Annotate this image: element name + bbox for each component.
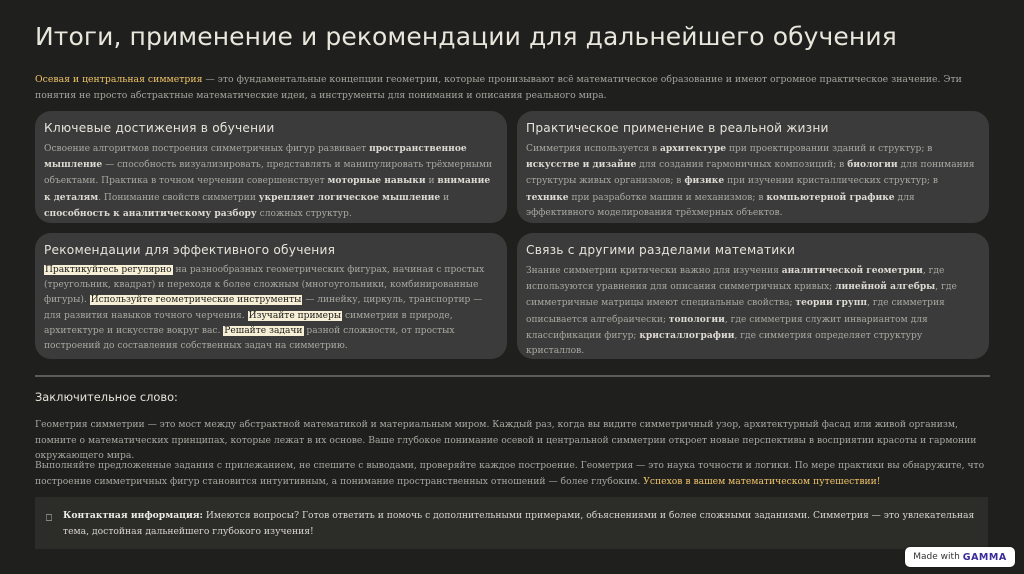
contact-label: Контактная информация: (63, 510, 203, 521)
gamma-logo: GAMMA (962, 551, 1007, 563)
card-practical (517, 111, 989, 223)
conclusion-paragraph-1: Геометрия симметрии — это мост между абстрактной математикой и материальным миром. Каждый раз, когда вы видите симметричный узор, архитектурный фасад или живой организм, помните о математических принципах, которые лежат в их основе. Ваше глубокое понимание осевой и центральной симметрии откроет новые перспективы в восприятии красоты и гармонии окружающего мира. (35, 419, 977, 462)
intro-highlight: Осевая и центральная симметрия (35, 74, 203, 85)
intro-paragraph (35, 72, 990, 103)
intro-text: — это фундаментальные концепции геометрии, которые пронизывают всё математическое образование и имеют огромное практическое значение. Эти понятия не просто абстрактные математические идеи, а инструменты для понимания и описания реального мира. (35, 74, 962, 101)
card-achievements (35, 111, 507, 223)
contact-callout (35, 497, 988, 549)
card-title: Практическое применение в реальной жизни (526, 121, 829, 135)
made-with-label: Made with (913, 552, 960, 562)
note-icon: ⎕ (46, 513, 52, 524)
card-title: Ключевые достижения в обучении (44, 121, 275, 135)
card-title: Рекомендации для эффективного обучения (44, 243, 336, 257)
card-recommendations (35, 233, 507, 359)
conclusion-highlight: Успехов в вашем математическом путешествии! (643, 475, 881, 487)
section-divider (35, 375, 990, 377)
conclusion-title: Заключительное слово: (35, 390, 178, 404)
card-connections (517, 233, 989, 359)
contact-text: Имеются вопросы? Готов ответить и помочь с дополнительными примерами, объяснениями и более сложными заданиями. Симметрия — это увлекательная тема, достойная дальнейшего глубокого изучения! (63, 510, 975, 538)
made-with-gamma-badge[interactable] (905, 547, 1015, 567)
card-title: Связь с другими разделами математики (526, 243, 796, 257)
card-text: Знание симметрии критически важно для изучения аналитической геометрии, где используются уравнения для описания симметричных кривых; линейной алгебры, где симметричные матрицы имеют специальные свойства; теории групп, где симметрия описывается алгебраически; топологии, где симметрия служит инвариантом для классификации фигур; кристаллографии, где симметрия определяет структуру кристаллов. (526, 265, 957, 357)
card-text: Практикуйтесь регулярно на разнообразных геометрических фигурах, начиная с простых (треугольник, квадрат) и переходя к более сложным (многоугольники, комбинированные фигуры). Используйте геометрические инструменты — линейку, циркуль, транспортир — для развития навыков точного черчения. Изучайте примеры симметрии в природе, архитектуре и искусстве вокруг вас. Решайте задачи разной сложности, от простых построений до составления собственных задач на симметрию. (44, 265, 485, 352)
page-title: Итоги, применение и рекомендации для дальнейшего обучения (35, 22, 897, 51)
card-text: Освоение алгоритмов построения симметричных фигур развивает пространственное мышление — способность визуализировать, представлять и манипулировать трёхмерными объектами. Практика в точном черчении совершенствует моторные навыки и внимание к деталям. Понимание свойств симметрии укрепляет логическое мышление и способность к аналитическому разбору сложных структур. (44, 143, 493, 219)
conclusion-paragraph-2: Выполняйте предложенные задания с прилежанием, не спешите с выводами, проверяйте каждое построение. Геометрия — это наука точности и логики. По мере практики вы обнаружите, что построение симметричных фигур становится интуитивным, а понимание пространственных отношений — более глубоким. Успехов в вашем математическом путешествии! (35, 460, 985, 487)
card-text: Симметрия используется в архитектуре при проектировании зданий и структур; в искусстве и дизайне для создания гармоничных композиций; в биологии для понимания структуры живых организмов; в физике при изучении кристаллических структур; в технике при разработке машин и механизмов; в компьютерной графике для эффективного моделирования трёхмерных объектов. (526, 143, 975, 218)
